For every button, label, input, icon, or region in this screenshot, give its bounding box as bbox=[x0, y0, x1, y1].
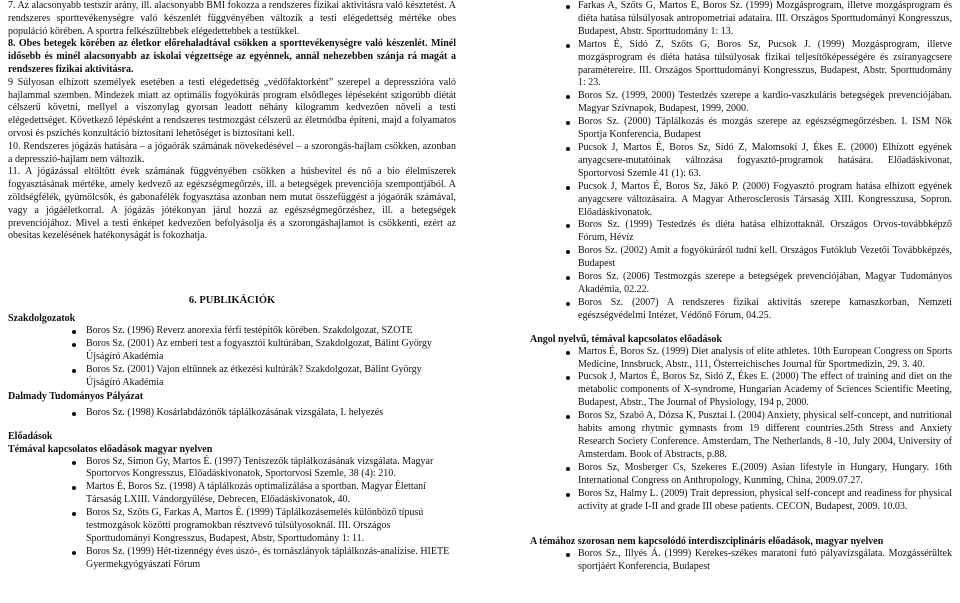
heading-theses: Szakdolgozatok bbox=[8, 313, 76, 325]
list-item: Boros Sz. (1998) Kosárlabdázónők táplálkozásának vizsgálata, I. helyezés bbox=[8, 407, 456, 420]
list-item: Boros Sz. (1999) Hét-tizennégy éves úszó-, és tornászlányok táplálkozás-analízise. HIETE Gyermekgyógyászati Fórum bbox=[8, 546, 456, 572]
hungarian-presentations-list bbox=[8, 456, 456, 572]
list-item: Farkas A, Szőts G, Martos É, Boros Sz. (1999) Mozgásprogram, illetve mozgásprogram és diéta hatása túlsúlyosak antropometriai adataira. III. Országos Sporttudományi Kongresszus, Budapest, Abstr. Sporttudomány 1: 13. bbox=[530, 0, 952, 39]
list-item: Boros Sz. (2001) Vajon eltűnnek az étkezési kultúrák? Szakdolgozat, Bálint György Újságíró Akadémia bbox=[8, 364, 456, 390]
list-item: Boros Sz. (1996) Reverz anorexia férfi testépítők körében. Szakdolgozat, SZOTE bbox=[8, 325, 456, 338]
list-item: Boros Sz. (2002) Amit a fogyókúráról tudni kell. Országos Futóklub Vezetői Továbbképzés, Budapest bbox=[530, 245, 952, 271]
conclusion-paragraph-10: 10. Rendszeres jógázás hatására – a jógaórák számának növekedésével – a szorongás-hajlam csökken, azonban a depresszió-hajlam nem változik. bbox=[8, 140, 456, 165]
list-item: Boros Sz, Halmy L. (2009) Trait depression, physical self-concept and readiness for physical activity at grade I-II and grade III obese patients. CECON, Budapest, 2009. 10.03. bbox=[530, 488, 952, 514]
section-title-publications: 6. PUBLIKÁCIÓK bbox=[188, 295, 276, 307]
list-item: Boros Sz. (1999, 2000) Testedzés szerepe a kardio-vaszkuláris betegségek prevenciójában. Magyar Szívnapok, Budapest, 1999, 2000. bbox=[530, 90, 952, 116]
list-item: Pucsok J, Martos É, Boros Sz, Jákó P. (2000) Fogyasztó program hatása elhízott egyének anyagcsere változásaira. A Magyar Atherosclerosis Társaság XIII. Kongresszusa, Sopron. Előadáskivonatok. bbox=[530, 181, 952, 220]
english-presentations-list bbox=[530, 346, 952, 514]
theses-list bbox=[8, 325, 456, 390]
left-column bbox=[8, 0, 456, 572]
right-column bbox=[530, 0, 952, 574]
list-item: Boros Sz, Simon Gy, Martos É. (1997) Teniszezők táplálkozásának vizsgálata. Magyar Sportorvos Kongresszus, Előadáskivonatok, Sportorvosi Szemle, 38 (4): 210. bbox=[8, 456, 456, 482]
list-item: Boros Sz. (1999) Testedzés és diéta hatása elhízottaknál. Országos Orvos-továbbképző Fórum, Hévíz bbox=[530, 219, 952, 245]
conclusion-paragraph-7: 7. Az alacsonyabb testszír arány, ill. alacsonyabb BMI fokozza a rendszeres fizikai aktivitásra való késztetést. A rendszeres sporttevékenységre való készenlét függvényében változik a testi elégedettség mértéke obes populáció körében. A sportra felkészültebbek elégedettebbek a testükkel. bbox=[8, 0, 456, 37]
list-item: Martos É, Boros Sz. (1998) A táplálkozás optimalizálása a sportban. Magyar Élettani Társaság LXIII. Vándorgyűlése, Debrecen, Előadáskivonatok, 40. bbox=[8, 481, 456, 507]
list-item: Boros Sz. (2007) A rendszeres fizikai aktivitás szerepe kamaszkorban, Nemzeti egészségvédelmi Intézet, Védőnő Fórum, 04.25. bbox=[530, 297, 952, 323]
interdisciplinary-presentations-list bbox=[530, 548, 952, 574]
hungarian-presentations-list-continued bbox=[530, 0, 952, 323]
list-item: Boros Sz. (2006) Testmozgás szerepe a betegségek prevenciójában, Magyar Tudományos Akadémia, 02.22. bbox=[530, 271, 952, 297]
award-list bbox=[8, 407, 456, 420]
heading-hungarian-presentations: Témával kapcsolatos előadások magyar nyelven bbox=[8, 443, 213, 455]
list-item: Boros Sz. (2000) Táplálkozás és mozgás szerepe az egészségmegőrzésben. I. ISM Nők Sportja Konferencia, Budapest bbox=[530, 116, 952, 142]
heading-dalmady-award: Dalmady Tudományos Pályázat bbox=[8, 390, 144, 402]
list-item: Pucsok J, Martos É, Boros Sz, Sidó Z, Ékes E. (2000) The effect of training and diet on the metabolic components of X-syndrome, Hungarian Academy of Sciences Scientific Meeting, Budapest, Abstr., The Journal of Physiology, 194 p, 2000. bbox=[530, 371, 952, 410]
list-item: Martos É, Boros Sz. (1999) Diet analysis of elite athletes. 10th European Congress on Sports Medicine, Innsbruck, Abstr., 111, Österreichisches Journal für Sportmedizin, 29. 3. 40. bbox=[530, 346, 952, 372]
conclusion-paragraph-8: 8. Obes betegek körében az életkor előrehaladtával csökken a sporttevékenységre való készenlét. Minél idősebb és minél alacsonyabb az iskolai végzettsége az egyénnek, annál nehezebben szánja rá magát a rendszeres fizikai aktivitásra. bbox=[8, 38, 456, 75]
heading-english-presentations: Angol nyelvű, témával kapcsolatos előadások bbox=[530, 333, 722, 345]
list-item: Martos É, Sidó Z, Szőts G, Boros Sz, Pucsok J. (1999) Mozgásprogram, illetve mozgásprogram és diéta hatása túlsúlyosak fizikai teljesítőképességére és zsíranyagcsere paramétereire. III. Országos Sporttudományi Kongresszus, Budapest, Abstr. Sporttudomány 1: 23. bbox=[530, 39, 952, 91]
list-item: Boros Sz, Szőts G, Farkas A, Martos É. (1999) Táplálkozásemelés különböző típusú testmozgások közötti programokban résztvevő túlsúlyosoknál. III. Országos Sporttudományi Kongresszus, Budapest, Abstr, Sporttudomány 1: 11. bbox=[8, 507, 456, 546]
list-item: Boros Sz. (2001) Az emberi test a fogyasztói kultúrában, Szakdolgozat, Bálint György Újságíró Akadémia bbox=[8, 338, 456, 364]
heading-interdisciplinary-presentations: A témához szorosan nem kapcsolódó interdiszciplináris előadások, magyar nyelven bbox=[530, 536, 884, 548]
heading-presentations: Előadások bbox=[8, 430, 53, 442]
conclusion-paragraph-11: 11. A jógázással eltöltött évek számának függvényében csökken a húsbevitel és nő a bio élelmiszerek fogyasztásának mértéke, amely kedvező az egészségmegőrzés, ill. a betegségek prevenciója szempontjából. A zöldségfélék, gyümölcsök, és gabonafélék fogyasztása azonban nem mutat összefüggést a jógaórák számával, vagy a jógáéletkorral. A jógázás jótékonyan járul hozzá az egészségmegőrzéshez, ill. a betegségek prevenciójához. Mivel a testi énképet kedvezően befolyásolja és a szorongáshajlamot is csökkenti, ezért az obesitas kezelésének hatékonyságát is fokozhatja. bbox=[8, 166, 456, 242]
conclusion-paragraph-9: 9 Súlyosan elhízott személyek esetében a testi elégedettség „védőfaktorként” szerepel a depresszióra való hajlammal szemben. Mindezek miatt az optimális fogyókúrás program elsődleges lépéseként szigorúbb diétát célszerű követni, mellyel a viszonylag gyorsan leadott néhány kilogramm kedvezően növeli a testi elégedettséget. Következő lépésként a rendszeres testmozgást célszerű az életmódba építeni, majd a folyamatos orvosi és pszichés konzultáció biztosítani lehetőséget is biztosítani kell. bbox=[8, 76, 456, 139]
list-item: Boros Sz, Mosberger Cs, Szekeres E.(2009) Asian lifestyle in Hungary, Hungary. 16th International Congress on Anthropology, Kunming, China, 2009.07.27. bbox=[530, 462, 952, 488]
list-item: Boros Sz, Szabó A, Dózsa K, Pusztai I. (2004) Anxiety, physical self-concept, and nutritional habits among rhytmic gymnasts from 19 different countries.25th Stress and Anxiety Research Society Conference. Amsterdam, The Netherlands, 8 -10, July 2004, University of Amsterdam. Book of Abstracts, p.88. bbox=[530, 410, 952, 462]
list-item: Pucsok J, Martos É, Boros Sz, Sidó Z, Malomsoki J, Ékes E. (2000) Elhízott egyének anyagcsere-mutatóinak változása fogyasztó-programok hatására. Előadáskivonat, Sportorvosi Szemle 41 (1): 63. bbox=[530, 142, 952, 181]
list-item: Boros Sz., Illyés Á. (1999) Kerekes-székes maratoni futó pályavizsgálata. Mozgássérültek sportjáért Konferencia, Budapest bbox=[530, 548, 952, 574]
